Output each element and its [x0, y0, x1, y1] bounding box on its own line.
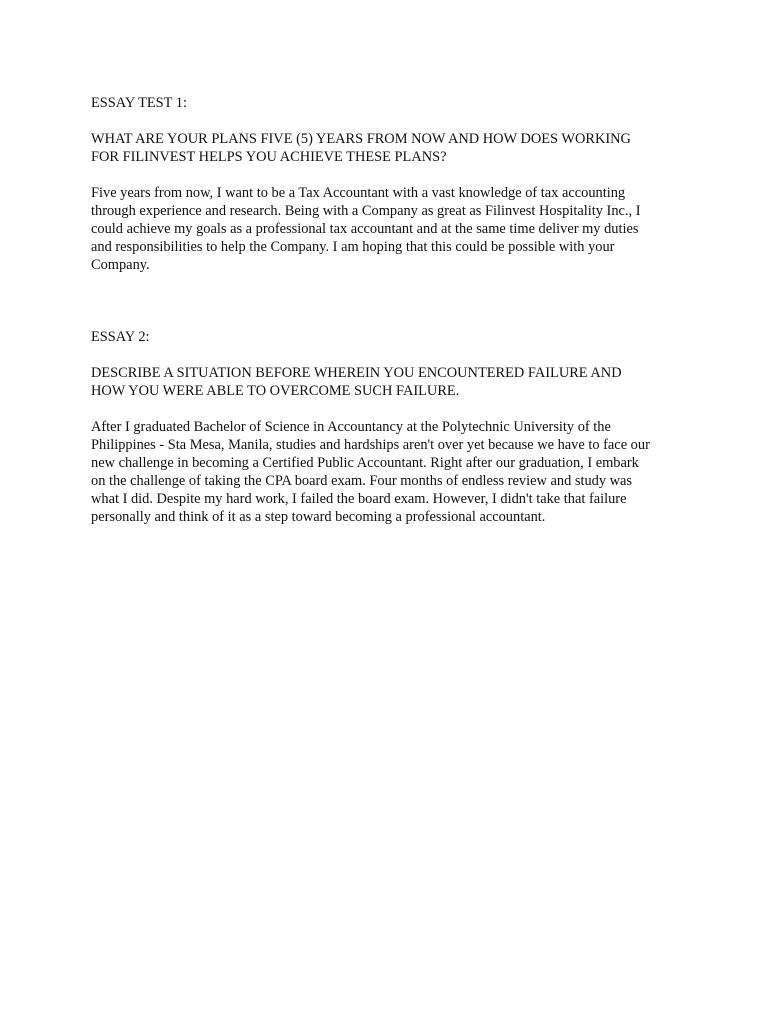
essay1-answer-line: could achieve my goals as a professional tax accountant and at the same time deliver my duties [91, 221, 639, 237]
essay2-answer-line: Philippines - Sta Mesa, Manila, studies and hardships aren't over yet because we have to face our [91, 437, 650, 453]
essay2-question-line: DESCRIBE A SITUATION BEFORE WHEREIN YOU ENCOUNTERED FAILURE AND [91, 365, 622, 381]
essay2-answer [91, 418, 681, 526]
essay2-question [91, 364, 681, 400]
essay2-answer-line: After I graduated Bachelor of Science in Accountancy at the Polytechnic University of the [91, 419, 611, 435]
essay1-question-line: FOR FILINVEST HELPS YOU ACHIEVE THESE PLANS? [91, 149, 447, 165]
essay2-question-line: HOW YOU WERE ABLE TO OVERCOME SUCH FAILURE. [91, 383, 460, 399]
essay1-answer-line: Five years from now, I want to be a Tax Accountant with a vast knowledge of tax accounting [91, 185, 626, 201]
essay1-heading [91, 94, 681, 112]
essay1-answer-line: and responsibilities to help the Company. I am hoping that this could be possible with your [91, 239, 615, 255]
essay2-answer-line: what I did. Despite my hard work, I failed the board exam. However, I didn't take that failure [91, 491, 627, 507]
essay2-heading [91, 328, 681, 346]
essay1-question [91, 130, 681, 166]
essay2-answer-line: on the challenge of taking the CPA board exam. Four months of endless review and study was [91, 473, 633, 489]
document-page [91, 94, 681, 526]
essay1-answer-line: through experience and research. Being with a Company as great as Filinvest Hospitality Inc., I [91, 203, 641, 219]
essay1-answer-line: Company. [91, 257, 150, 273]
essay1-heading-text: ESSAY TEST 1: [91, 95, 187, 111]
essay1-answer [91, 184, 681, 274]
essay2-heading-text: ESSAY 2: [91, 329, 150, 345]
essay2-answer-line: personally and think of it as a step toward becoming a professional accountant. [91, 509, 546, 525]
essay1-question-line: WHAT ARE YOUR PLANS FIVE (5) YEARS FROM NOW AND HOW DOES WORKING [91, 131, 631, 147]
essay2-answer-line: new challenge in becoming a Certified Public Accountant. Right after our graduation, I embark [91, 455, 639, 471]
